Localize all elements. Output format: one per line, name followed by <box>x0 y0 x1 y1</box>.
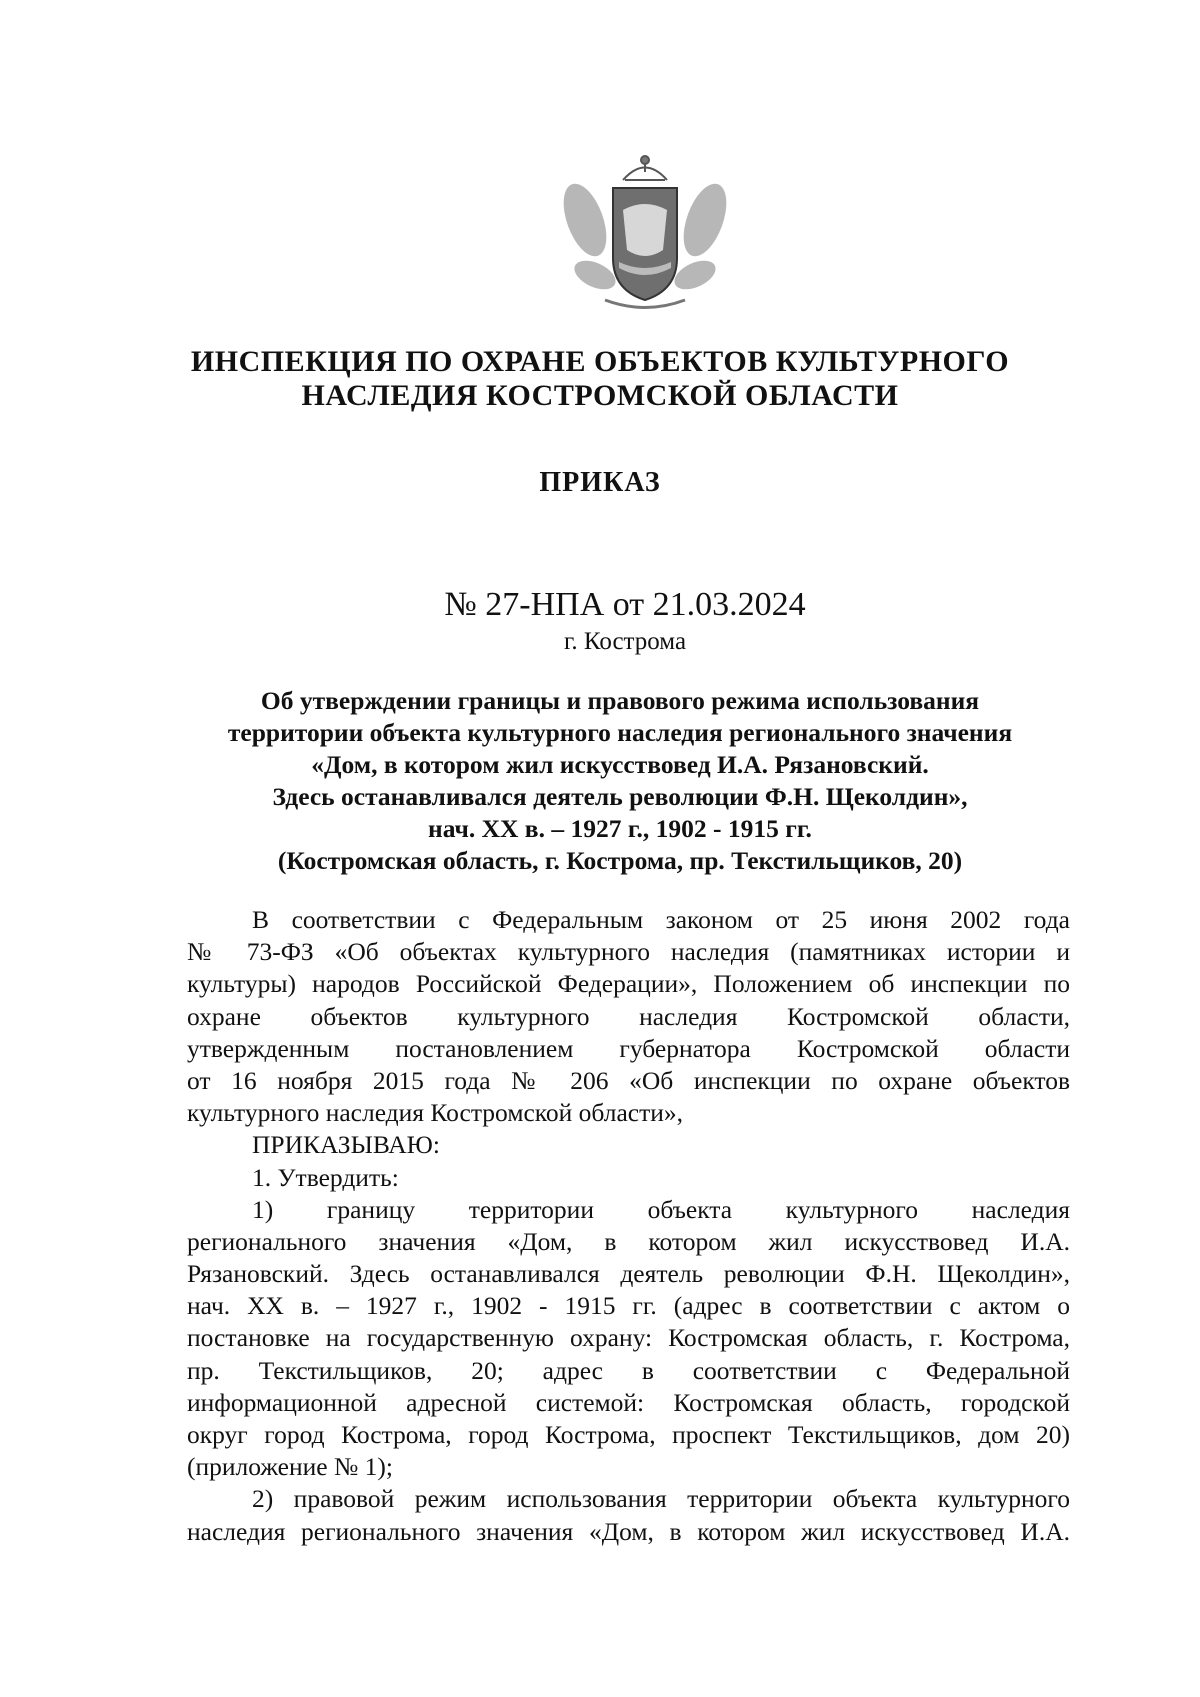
body-line: 1) границу территории объекта культурного наследия <box>252 1194 1070 1224</box>
body-line: Рязановский. Здесь останавливался деятель революции Ф.Н. Щеколдин», <box>187 1259 1070 1289</box>
body-line: утвержденным постановлением губернатора Костромской области <box>187 1033 1070 1063</box>
body-line: культурного наследия Костромской области», <box>187 1098 684 1128</box>
body-line: нач. XX в. – 1927 г., 1902 - 1915 гг. (адрес в соответствии с актом о <box>187 1291 1070 1321</box>
document-type: ПРИКАЗ <box>539 467 661 498</box>
document-city: г. Кострома <box>563 628 687 655</box>
body-line: регионального значения «Дом, в котором жил искусствовед И.А. <box>187 1226 1070 1256</box>
body-line: 2) правовой режим использования территории объекта культурного <box>252 1484 1070 1514</box>
document-subject <box>170 685 1070 877</box>
order-keyword: ПРИКАЗЫВАЮ: <box>252 1130 440 1160</box>
body-line: постановке на государственную охрану: Костромская область, г. Кострома, <box>187 1323 1070 1353</box>
body-line: культуры) народов Российской Федерации», Положением об инспекции по <box>187 969 1070 999</box>
subject-line: Об утверждении границы и правового режима использования <box>260 686 980 715</box>
organization-name-line-1: ИНСПЕКЦИЯ ПО ОХРАНЕ ОБЪЕКТОВ КУЛЬТУРНОГО <box>190 345 1010 378</box>
body-line: пр. Текстильщиков, 20; адрес в соответствии с Федеральной <box>187 1355 1070 1385</box>
organization-name-line-2: НАСЛЕДИЯ КОСТРОМСКОЙ ОБЛАСТИ <box>301 379 899 412</box>
document-body <box>187 904 1070 1548</box>
subject-line: (Костромская область, г. Кострома, пр. Текстильщиков, 20) <box>277 846 963 875</box>
subject-line: территории объекта культурного наследия регионального значения <box>227 718 1013 747</box>
document-number-date: № 27-НПА от 21.03.2024 <box>444 586 806 623</box>
body-line: (приложение № 1); <box>187 1452 393 1482</box>
body-line: охране объектов культурного наследия Костромской области, <box>187 1001 1070 1031</box>
body-line: наследия регионального значения «Дом, в котором жил искусствовед И.А. <box>187 1516 1070 1546</box>
subject-line: нач. XX в. – 1927 г., 1902 - 1915 гг. <box>428 814 812 843</box>
coat-of-arms-emblem <box>545 150 745 310</box>
body-line: В соответствии с Федеральным законом от 25 июня 2002 года <box>252 905 1070 934</box>
body-line: от 16 ноября 2015 года № 206 «Об инспекции по охране объектов <box>187 1065 1070 1095</box>
subject-line: Здесь останавливался деятель революции Ф.Н. Щеколдин», <box>272 782 968 811</box>
subject-line: «Дом, в котором жил искусствовед И.А. Рязановский. <box>311 750 929 779</box>
body-line: округ город Кострома, город Кострома, проспект Текстильщиков, дом 20) <box>187 1420 1070 1449</box>
body-line: 1. Утвердить: <box>252 1162 399 1192</box>
body-line: информационной адресной системой: Костромская область, городской <box>187 1387 1070 1417</box>
body-line: № 73-ФЗ «Об объектах культурного наследия (памятниках истории и <box>187 937 1070 967</box>
